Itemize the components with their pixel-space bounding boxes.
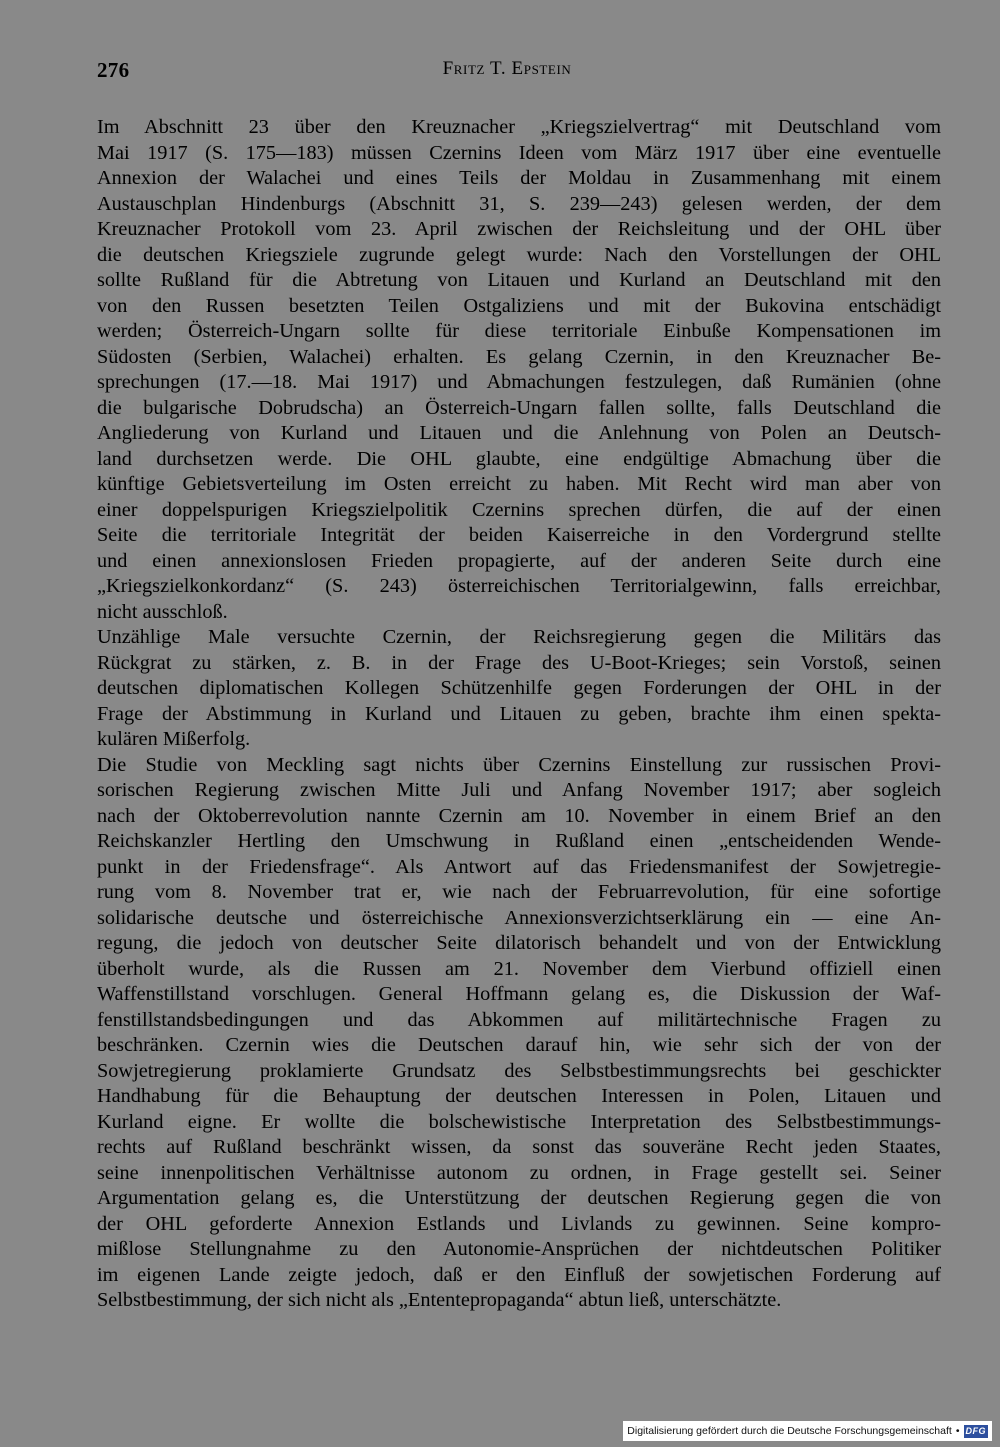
text-line: sprechungen (17.—18. Mai 1917) und Abmachungen festzulegen, daß Rumänien (ohne: [97, 371, 941, 393]
text-line: Frage der Abstimmung in Kurland und Litauen zu geben, brachte ihm einen spekta-: [97, 702, 941, 725]
text-line: deutschen diplomatischen Kollegen Schützenhilfe gegen Forderungen der OHL in der: [97, 677, 941, 699]
text-line: Reichskanzler Hertling den Umschwung in Rußland einen „entscheidenden Wende-: [97, 830, 941, 852]
text-line: die bulgarische Dobrudscha) an Österreich-Ungarn fallen sollte, falls Deutschland die: [97, 396, 941, 419]
text-line: Die Studie von Meckling sagt nichts über Czernins Einstellung zur russischen Provi-: [97, 753, 941, 776]
funding-note: Digitalisierung gefördert durch die Deutsche Forschungsgemeinschaft: [627, 1425, 952, 1437]
text-line: Waffenstillstand vorschlugen. General Hoffmann gelang es, die Diskussion der Waf-: [97, 983, 941, 1005]
text-line: Kurland eigne. Er wollte die bolschewistische Interpretation des Selbstbestimmungs-: [97, 1110, 941, 1133]
text-line: künftige Gebietsverteilung im Osten erreicht zu haben. Mit Recht wird man aber von: [97, 473, 941, 495]
text-line: nach der Oktoberrevolution nannte Czernin am 10. November in einem Brief an den: [97, 804, 941, 827]
text-line: werden; Österreich-Ungarn sollte für diese territoriale Einbuße Kompensationen im: [97, 320, 941, 342]
text-line: rung vom 8. November trat er, wie nach der Februarrevolution, für eine sofortige: [97, 881, 941, 903]
running-title: Fritz T. Epstein: [442, 58, 572, 79]
body-text: [97, 115, 941, 1314]
page-number: 276: [97, 58, 130, 82]
text-line: Südosten (Serbien, Walachei) erhalten. Es gelang Czernin, in den Kreuznacher Be-: [97, 345, 941, 368]
text-line: Mai 1917 (S. 175—183) müssen Czernins Ideen vom März 1917 über eine eventuelle: [97, 141, 941, 164]
text-line: Seite die territoriale Integrität der beiden Kaiserreiche in den Vordergrund stellte: [97, 524, 941, 546]
text-line: land durchsetzen werde. Die OHL glaubte, eine endgültige Abmachung über die: [97, 447, 941, 470]
text-line: Selbstbestimmung, der sich nicht als „Ententepropaganda“ abtun ließ, unterschätzte.: [97, 1289, 782, 1311]
running-head: [97, 52, 941, 88]
text-line: einer doppelspurigen Kriegszielpolitik Czernins sprechen dürfen, die auf der einen: [97, 498, 941, 521]
text-line: der OHL geforderte Annexion Estlands und Livlands zu gewinnen. Seine kompro-: [97, 1212, 941, 1235]
text-line: Kreuznacher Protokoll vom 23. April zwischen der Reichsleitung und der OHL über: [97, 218, 941, 240]
text-line: Angliederung von Kurland und Litauen und die Anlehnung von Polen an Deutsch-: [97, 422, 941, 444]
text-line: punkt in der Friedensfrage“. Als Antwort auf das Friedensmanifest der Sowjetregie-: [97, 855, 941, 878]
text-line: sollte Rußland für die Abtretung von Litauen und Kurland an Deutschland mit den: [97, 269, 941, 291]
text-line: Im Abschnitt 23 über den Kreuznacher „Kriegszielvertrag“ mit Deutschland vom: [97, 116, 941, 138]
text-line: fenstillstandsbedingungen und das Abkommen auf militärtechnische Fragen zu: [97, 1008, 941, 1031]
text-line: Handhabung für die Behauptung der deutschen Interessen in Polen, Litauen und: [97, 1085, 941, 1107]
text-line: die deutschen Kriegsziele zugrunde gelegt wurde: Nach den Vorstellungen der OHL: [97, 243, 941, 266]
text-line: mißlose Stellungnahme zu den Autonomie-Ansprüchen der nichtdeutschen Politiker: [97, 1238, 941, 1260]
text-line: Argumentation gelang es, die Unterstützung der deutschen Regierung gegen die von: [97, 1187, 941, 1209]
funding-footer: [623, 1421, 992, 1441]
text-line: Austauschplan Hindenburgs (Abschnitt 31, S. 239—243) gelesen werden, der dem: [97, 192, 941, 215]
text-line: Annexion der Walachei und eines Teils der Moldau in Zusammenhang mit einem: [97, 167, 941, 189]
text-line: solidarische deutsche und österreichische Annexionsverzichtserklärung ein — eine An-: [97, 906, 941, 929]
text-line: regung, die jedoch von deutscher Seite dilatorisch behandelt und von der Entwicklung: [97, 932, 941, 954]
text-line: Sowjetregierung proklamierte Grundsatz des Selbstbestimmungsrechts bei geschickter: [97, 1059, 941, 1082]
text-line: von den Russen besetzten Teilen Ostgaliziens und mit der Bukovina entschädigt: [97, 294, 941, 317]
text-line: und einen annexionslosen Frieden propagierte, auf der anderen Seite durch eine: [97, 549, 941, 572]
footer-separator: •: [955, 1425, 960, 1437]
text-line: kulären Mißerfolg.: [97, 728, 251, 750]
text-line: überholt wurde, als die Russen am 21. November dem Vierbund offiziell einen: [97, 957, 941, 980]
text-line: Rückgrat zu stärken, z. B. in der Frage des U-Boot-Krieges; sein Vorstoß, seinen: [97, 651, 941, 674]
text-line: rechts auf Rußland beschränkt wissen, da sonst das souveräne Recht jeden Staates,: [97, 1136, 941, 1158]
text-line: nicht ausschloß.: [97, 600, 228, 623]
text-line: beschränken. Czernin wies die Deutschen darauf hin, wie sehr sich der von der: [97, 1034, 941, 1056]
text-line: sorischen Regierung zwischen Mitte Juli und Anfang November 1917; aber sogleich: [97, 779, 941, 801]
text-line: „Kriegszielkonkordanz“ (S. 243) österreichischen Territorialgewinn, falls erreichbar,: [97, 575, 941, 597]
dfg-logo-icon: DFG: [965, 1426, 986, 1436]
text-line: Unzählige Male versuchte Czernin, der Reichsregierung gegen die Militärs das: [97, 626, 941, 648]
text-line: im eigenen Lande zeigte jedoch, daß er den Einfluß der sowjetischen Forderung auf: [97, 1263, 941, 1286]
text-line: seine innenpolitischen Verhältnisse autonom zu ordnen, in Frage gestellt sei. Seiner: [97, 1161, 941, 1184]
